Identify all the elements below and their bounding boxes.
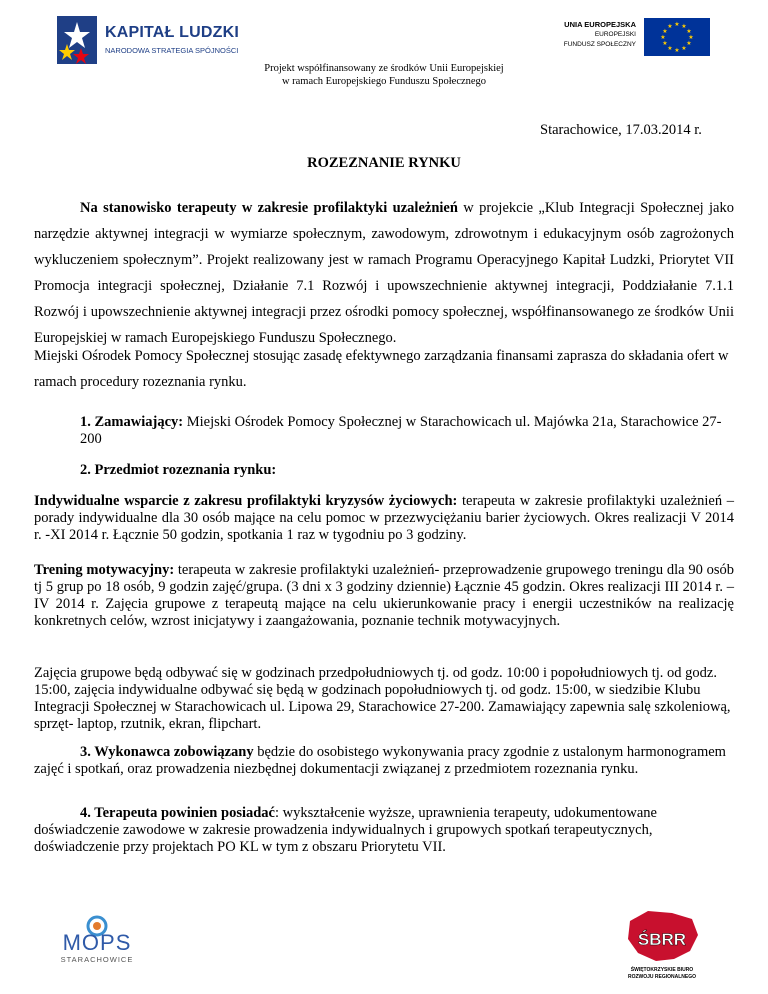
svg-text:★: ★ [667, 45, 673, 52]
eu-line2: EUROPEJSKI [594, 31, 636, 38]
section-4-text: terapeuta w zakresie profilaktyki uzależnień- przeprowadzenie grupowego treningu dla 90 osób tj 5 grup po 18 osób, 9 godzin zajęć/grupa. (3 dni x 3 godziny dziennie) Łącznie 45 godzin. Okres realizacji III 2014 r. – IV 2014 r. Zajęcia grupowe z terapeutą mające na celu ukierunkowanie pracy i energii uczestników na realizację konkretnych celów, wzrost inicjatywy i zaangażowania, poznanie technik motywacyjnych. [34, 562, 734, 629]
section-3-heading: Indywidualne wsparcie z zakresu profilaktyki kryzysów życiowych: [34, 493, 458, 509]
sbrr-logo-icon [612, 903, 712, 983]
eu-logo [565, 18, 710, 56]
section-7-text: : wykształcenie wyższe, uprawnienia terapeuty, udokumentowane doświadczenie zawodowe w zakresie prowadzenia indywidualnych i grupowych spotkań terapeutycznych, doświadczenie przy projektach PO KL w tym z obszaru Priorytetu VII. [34, 805, 657, 855]
cofinancing-line2: w ramach Europejskiego Funduszu Społecznego [281, 76, 487, 87]
eu-line1: UNIA EUROPEJSKA [564, 20, 636, 29]
section-2-heading: 2. Przedmiot rozeznania rynku: [80, 462, 277, 478]
section-4-heading: Trening motywacyjny: [34, 562, 175, 578]
svg-text:★: ★ [688, 34, 694, 41]
sbrr-line1: ŚWIĘTOKRZYSKIE BIURO [630, 967, 694, 973]
section-motivational-training [34, 562, 734, 630]
sbrr-logo-text: ŚBRR [637, 930, 687, 949]
section-1-heading: 1. Zamawiający: [80, 414, 184, 430]
document-title: ROZEZNANIE RYNKU [307, 155, 461, 171]
section-subject [34, 462, 734, 479]
section-requirements [34, 805, 734, 856]
section-6-text: będzie do osobistego wykonywania pracy zgodnie z ustalonym harmonogramem zajęć i spotkań, oraz prowadzenia niezbędnej dokumentacji związanej z przedmiotem rozeznania rynku. [34, 744, 726, 777]
sbrr-line2: ROZWOJU REGIONALNEGO [627, 974, 697, 980]
svg-text:★: ★ [674, 21, 680, 28]
mops-city-text: STARACHOWICE [60, 955, 134, 964]
svg-text:★: ★ [681, 45, 687, 52]
svg-text:★: ★ [662, 28, 668, 35]
svg-text:★: ★ [674, 47, 680, 54]
svg-text:★: ★ [681, 23, 687, 30]
section-contracting-party [34, 414, 734, 448]
intro-bold: Na stanowisko terapeuty w zakresie profilaktyki uzależnień [80, 200, 458, 216]
intro-text: w projekcie „Klub Integracji Społecznej jako narzędzie aktywnej integracji w wymiarze społecznym, zawodowym, zdrowotnym i edukacyjnym osób zagrożonych wykluczeniem społecznym”. Projekt realizowany jest w ramach Programu Operacyjnego Kapitał Ludzki, Priorytet VII Promocja integracji społecznej, Działanie 7.1 Rozwój i upowszechnienie aktywnej integracji, Poddziałanie 7.1.1 Rozwój i upowszechnienie aktywnej integracji przez ośrodki pomocy społecznej, współfinansowanego ze środków Unii Europejskiej w ramach Europejskiego Funduszu Społecznego. [34, 200, 734, 346]
svg-text:★: ★ [686, 28, 692, 35]
section-individual-support [34, 493, 734, 544]
mops-logo-icon [52, 912, 142, 968]
svg-text:★: ★ [667, 23, 673, 30]
kapital-ludzki-logo [55, 14, 245, 66]
eu-text [564, 20, 636, 50]
kapital-ludzki-subtitle: NARODOWA STRATEGIA SPÓJNOŚCI [105, 46, 239, 55]
kapital-ludzki-emblem-icon [55, 14, 99, 66]
section-schedule: Zajęcia grupowe będą odbywać się w godzinach przedpołudniowych tj. od godz. 10:00 i popołudniowych tj. od godz. 15:00, zajęcia indywidualne odbywać się będą w godzinach popołudniowych tj. od godz. 15:00, w siedzibie Klubu Integracji Społecznej w Starachowicach ul. Lipowa 29, Starachowice 27-200. Zamawiający zapewnia salę szkoleniową, sprzęt- laptop, rzutnik, ekran, flipchart. [34, 665, 731, 732]
intro-paragraph [34, 195, 734, 351]
section-3-text: terapeuta w zakresie profilaktyki uzależnień – porady indywidualne dla 30 osób mające na celu pomoc w przezwyciężaniu barier życiowych. Okres realizacji V 2014 r. -XI 2014 r. Łącznie 50 godzin, spotkania 1 raz w tygodniu po 3 godziny. [34, 493, 734, 543]
mops-logo-text: MOPS [62, 930, 132, 955]
intro-paragraph-2: Miejski Ośrodek Pomocy Społecznej stosując zasadę efektywnego zarządzania finansami zaprasza do składania ofert w ramach procedury rozeznania rynku. [34, 348, 729, 390]
kapital-ludzki-title: KAPITAŁ LUDZKI [105, 24, 240, 41]
sbrr-logo [612, 903, 712, 983]
section-contractor-obligation [34, 744, 734, 778]
cofinancing-line1: Projekt współfinansowany ze środków Unii Europejskiej [264, 63, 504, 74]
svg-text:★: ★ [686, 40, 692, 47]
section-1-text: Miejski Ośrodek Pomocy Społecznej w Starachowicach ul. Majówka 21a, Starachowice 27-200 [80, 414, 722, 447]
eu-line3: FUNDUSZ SPOŁECZNY [563, 41, 636, 48]
svg-text:★: ★ [662, 40, 668, 47]
place-date: Starachowice, 17.03.2014 r. [540, 122, 702, 138]
svg-text:★: ★ [660, 34, 666, 41]
eu-flag-icon [644, 18, 710, 56]
cofinancing-note [0, 62, 768, 88]
section-6-heading: 3. Wykonawca zobowiązany [80, 744, 254, 760]
mops-logo [52, 912, 142, 968]
section-7-heading: 4. Terapeuta powinien posiadać [80, 805, 275, 821]
